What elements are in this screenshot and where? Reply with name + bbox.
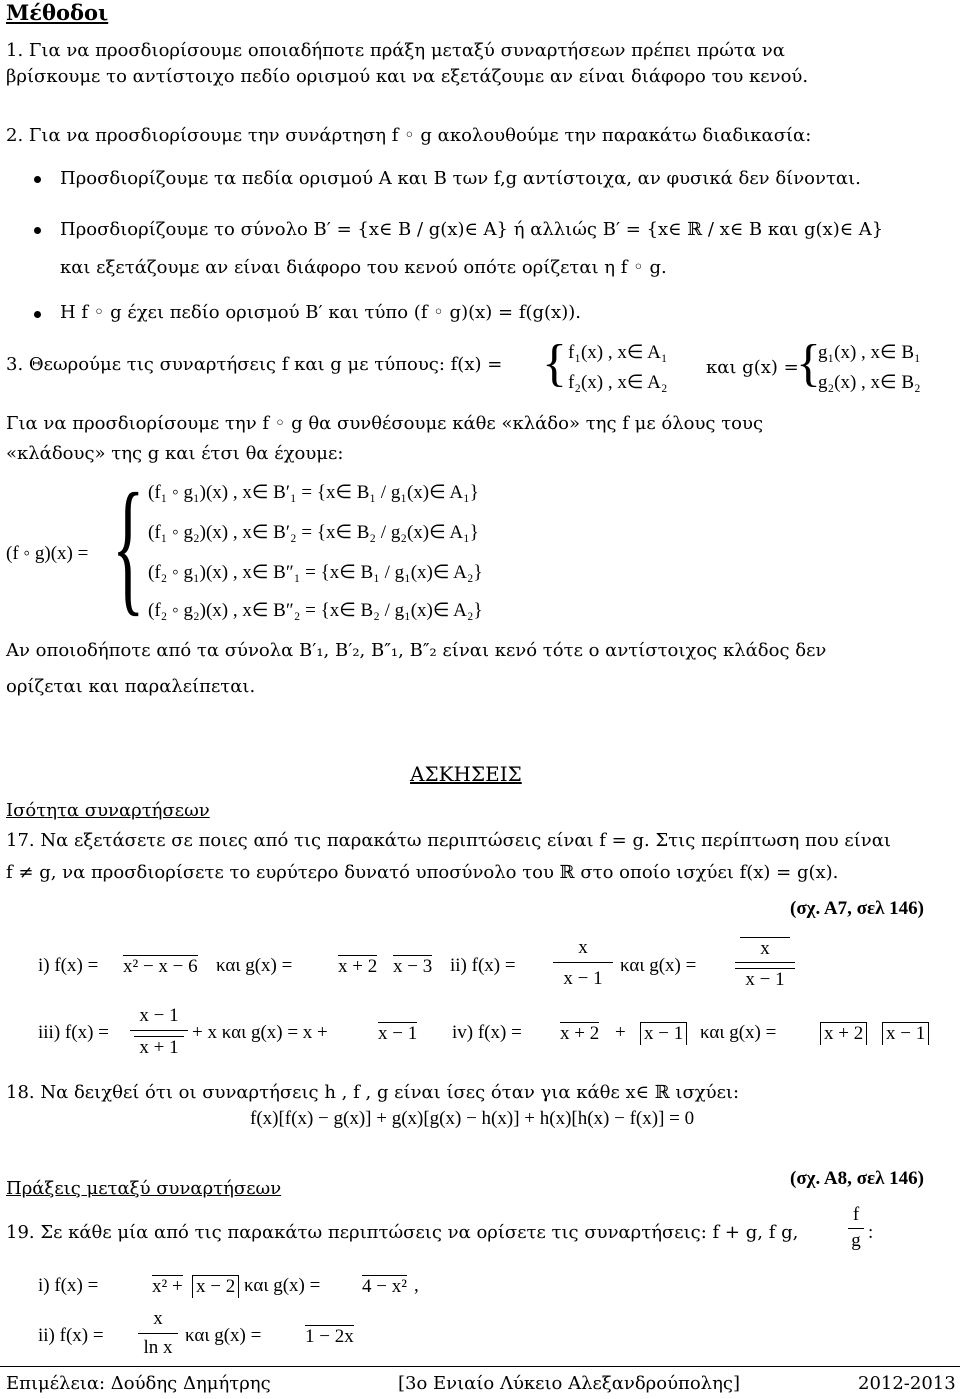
brace-composition: {: [112, 463, 145, 629]
ex19-i-g-root: 4 − x²: [362, 1276, 407, 1297]
ex17-iv-g-abs-2: x − 1: [882, 1022, 929, 1045]
ex17-iii-label: iii) f(x) =: [38, 1022, 109, 1043]
ex19-ii-f-denominator: ln x: [143, 1337, 173, 1358]
composition-lhs: (f ◦ g)(x) =: [6, 543, 89, 564]
and-g-label: και g(x) =: [706, 357, 799, 378]
ex19-ii-f-numerator: x: [153, 1308, 163, 1329]
ex17-iv-plus: +: [615, 1022, 626, 1043]
ex17-iv-and: και g(x) =: [700, 1022, 777, 1043]
ex17-iii-rest: + x και g(x) = x +: [192, 1022, 328, 1043]
g-branch-2: g₂(x) , x∈ B₂: [818, 372, 921, 393]
ex19-ii-and: και g(x) =: [185, 1325, 262, 1346]
composition-row: (f₂ ◦ g₁)(x) , x∈ B″₁ = {x∈ B₁ / g₁(x)∈ A₂}: [148, 562, 483, 583]
fraction-bar: [553, 962, 613, 963]
footer-school: [3ο Ενιαίο Λύκειο Αλεξανδρούπολης]: [398, 1373, 740, 1394]
ex17-ii-g-numerator: x: [740, 937, 790, 960]
fraction-bar: [735, 962, 795, 963]
fraction-bar: [848, 1228, 864, 1229]
ex17-i-label: i) f(x) =: [38, 955, 99, 976]
method-2-step-1: Προσδιορίζουμε τα πεδία ορισμού Α και Β των f,g αντίστοιχα, αν φυσικά δεν δίνονται.: [60, 168, 861, 189]
exercise-17-reference: (σχ. Α7, σελ 146): [790, 898, 924, 919]
composition-row: (f₂ ◦ g₂)(x) , x∈ B″₂ = {x∈ B₂ / g₁(x)∈ A₂}: [148, 600, 483, 621]
brace-f: {: [542, 335, 567, 392]
ex17-ii-f-numerator: x: [578, 937, 588, 958]
ex19-colon: :: [868, 1222, 874, 1243]
fraction-bar: [130, 1030, 188, 1031]
ex19-ii-label: ii) f(x) =: [38, 1325, 104, 1346]
section-operations-title: Πράξεις μεταξύ συναρτήσεων: [6, 1178, 282, 1199]
ex17-iii-f-denominator: x + 1: [134, 1036, 184, 1059]
method-3-note-1: Αν οποιοδήποτε από τα σύνολα B′₁, B′₂, B″₁, B″₂ είναι κενό τότε ο αντίστοιχος κλάδος δεν: [6, 640, 827, 661]
ex19-i-and: και g(x) =: [244, 1275, 321, 1296]
method-1-line-1: 1. Για να προσδιορίσουμε οποιαδήποτε πράξη μεταξύ συναρτήσεων πρέπει πρώτα να: [6, 40, 785, 61]
method-2-intro: 2. Για να προσδιορίσουμε την συνάρτηση f ◦ g ακολουθούμε την παρακάτω διαδικασία:: [6, 125, 812, 146]
ex19-i-f-root-2: x − 2: [192, 1275, 239, 1298]
bullet-dot: [34, 176, 41, 183]
ex17-iv-g-abs-1: x + 2: [820, 1022, 867, 1045]
ex17-ii-label: ii) f(x) =: [450, 955, 516, 976]
fraction-bar: [138, 1333, 178, 1334]
ex17-iv-label: iv) f(x) =: [452, 1022, 522, 1043]
method-2-step-2: Προσδιορίζουμε το σύνολο B′ = {x∈ B / g(x)∈ A} ή αλλιώς B′ = {x∈ ℝ / x∈ B και g(x)∈ A}: [60, 219, 884, 240]
ex17-i-g-root-2: x − 3: [393, 956, 433, 977]
ex17-ii-f-denominator: x − 1: [563, 968, 603, 989]
ex19-quotient-numerator: f: [852, 1204, 860, 1225]
method-3-text-2: «κλάδους» της g και έτσι θα έχουμε:: [6, 443, 344, 464]
method-3-note-2: ορίζεται και παραλείπεται.: [6, 676, 256, 697]
footer-year: 2012-2013: [858, 1373, 956, 1394]
f-branch-2: f₂(x) , x∈ A₂: [568, 372, 668, 393]
exercise-19-reference: (σχ. Α8, σελ 146): [790, 1168, 924, 1189]
section-equality-title: Ισότητα συναρτήσεων: [6, 800, 210, 821]
method-2-step-3: Η f ◦ g έχει πεδίο ορισμού B′ και τύπο (f ◦ g)(x) = f(g(x)).: [60, 302, 581, 323]
exercise-17-line-1: 17. Να εξετάσετε σε ποιες από τις παρακάτω περιπτώσεις είναι f = g. Στις περίπτωση που είναι: [6, 830, 891, 851]
page-footer: [0, 1366, 960, 1394]
ex19-ii-g-root: 1 − 2x: [305, 1326, 354, 1347]
composition-row: (f₁ ◦ g₁)(x) , x∈ B′₁ = {x∈ B₁ / g₁(x)∈ A₁}: [148, 482, 479, 503]
footer-author: Επιμέλεια: Δούδης Δημήτρης: [6, 1373, 271, 1394]
ex19-i-label: i) f(x) =: [38, 1275, 99, 1296]
method-3-text-1: Για να προσδιορίσουμε την f ◦ g θα συνθέσουμε κάθε «κλάδο» της f με όλους τους: [6, 413, 764, 434]
methods-title: Μέθοδοι: [6, 0, 109, 25]
method-1-line-2: βρίσκουμε το αντίστοιχο πεδίο ορισμού και να εξετάζουμε αν είναι διάφορο του κενού.: [6, 66, 809, 87]
exercise-18-line-1: 18. Να δειχθεί ότι οι συναρτήσεις h , f , g είναι ίσες όταν για κάθε x∈ ℝ ισχύει:: [6, 1082, 740, 1103]
ex19-quotient-denominator: g: [851, 1230, 861, 1251]
method-3-intro: 3. Θεωρούμε τις συναρτήσεις f και g με τύπους: f(x) =: [6, 354, 503, 375]
ex17-iii-f-numerator: x − 1: [139, 1005, 179, 1026]
bullet-dot: [34, 227, 41, 234]
exercise-17-line-2: f ≠ g, να προσδιορίσετε το ευρύτερο δυνατό υποσύνολο του ℝ στο οποίο ισχύει f(x) = g(x).: [6, 862, 839, 883]
method-2-step-2-cont: και εξετάζουμε αν είναι διάφορο του κενού οπότε ορίζεται η f ◦ g.: [60, 257, 667, 278]
g-branch-1: g₁(x) , x∈ B₁: [818, 342, 921, 363]
ex17-i-f-root: x² − x − 6: [123, 956, 198, 977]
ex19-i-f-root-1: x² +: [152, 1276, 183, 1297]
brace-g: {: [796, 335, 821, 392]
exercise-19-line-1: 19. Σε κάθε μία από τις παρακάτω περιπτώσεις να ορίσετε τις συναρτήσεις: f + g, f g,: [6, 1222, 799, 1243]
exercises-title: ΑΣΚΗΣΕΙΣ: [410, 762, 522, 786]
composition-row: (f₁ ◦ g₂)(x) , x∈ B′₂ = {x∈ B₂ / g₂(x)∈ A₁}: [148, 522, 479, 543]
f-branch-1: f₁(x) , x∈ A₁: [568, 342, 668, 363]
ex17-iv-f-root-abs: x − 1: [640, 1022, 687, 1045]
ex17-iii-g-root: x − 1: [378, 1023, 418, 1044]
ex17-iv-f-root: x + 2: [560, 1023, 600, 1044]
exercise-18-equation: f(x)[f(x) − g(x)] + g(x)[g(x) − h(x)] + h(x)[h(x) − f(x)] = 0: [250, 1108, 695, 1129]
bullet-dot: [34, 311, 41, 318]
ex17-ii-g-denominator: x − 1: [735, 968, 795, 991]
ex17-i-and: και g(x) =: [216, 955, 293, 976]
ex17-i-g-root-1: x + 2: [338, 956, 378, 977]
ex19-i-end: ,: [414, 1275, 419, 1296]
ex17-ii-and: και g(x) =: [620, 955, 697, 976]
